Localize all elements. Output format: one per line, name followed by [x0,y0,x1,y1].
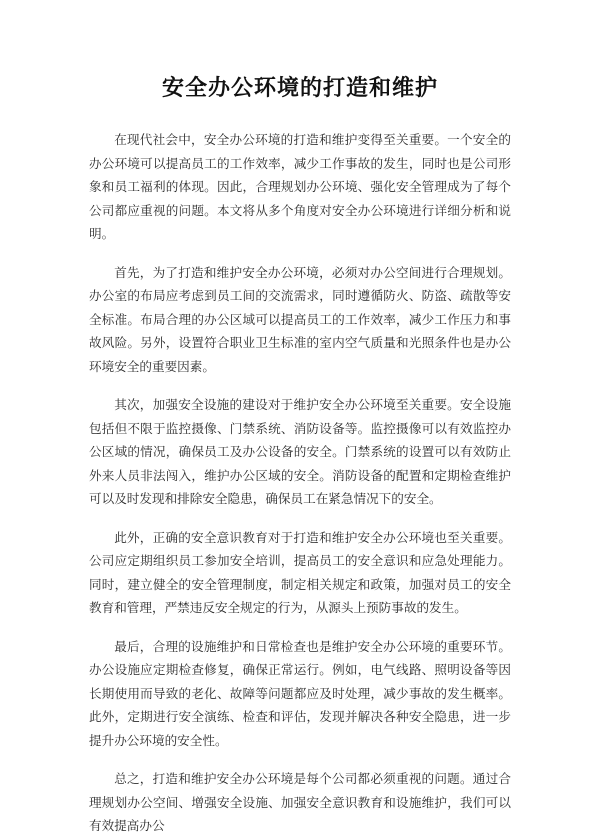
paragraph-office-layout: 首先，为了打造和维护安全办公环境，必须对办公空间进行合理规划。办公室的布局应考虑到员工间的交流需求，同时遵循防火、防盗、疏散等安全标准。布局合理的办公区域可以提高员工的工作效率，减少工作压力和事故风险。另外，设置符合职业卫生标准的室内空气质量和光照条件也是办公环境安全的重要因素。 [89,264,511,374]
paragraph-conclusion: 总之，打造和维护安全办公环境是每个公司都必须重视的问题。通过合理规划办公空间、增强安全设施、加强安全意识教育和设施维护，我们可以有效提高办公 [89,771,511,833]
paragraph-intro: 在现代社会中，安全办公环境的打造和维护变得至关重要。一个安全的办公环境可以提高员工的工作效率，减少工作事故的发生，同时也是公司形象和员工福利的体现。因此，合理规划办公环境、强化安全管理成为了每个公司都应重视的问题。本文将从多个角度对安全办公环境进行详细分析和说明。 [89,132,511,241]
paragraph-safety-education: 此外，正确的安全意识教育对于打造和维护安全办公环境也至关重要。公司应定期组织员工参加安全培训，提高员工的安全意识和应急处理能力。同时，建立健全的安全管理制度，制定相关规定和政策，加强对员工的安全教育和管理，严禁违反安全规定的行为，从源头上预防事故的发生。 [89,529,511,615]
paragraph-maintenance: 最后，合理的设施维护和日常检查也是维护安全办公环境的重要环节。办公设施应定期检查修复，确保正常运行。例如，电气线路、照明设备等因长期使用而导致的老化、故障等问题都应及时处理，减少事故的发生概率。此外，定期进行安全演练、检查和评估，发现并解决各种安全隐患，进一步提升办公环境的安全性。 [89,638,511,748]
paragraph-safety-facilities: 其次，加强安全设施的建设对于维护安全办公环境至关重要。安全设施包括但不限于监控摄像、门禁系统、消防设备等。监控摄像可以有效监控办公区域的情况，确保员工及办公设备的安全。门禁系统的设置可以有效防止外来人员非法闯入，维护办公区域的安全。消防设备的配置和定期检查维护可以及时发现和排除安全隐患，确保员工在紧急情况下的安全。 [89,397,511,506]
document-title: 安全办公环境的打造和维护 [161,76,438,101]
document-body [89,128,511,838]
